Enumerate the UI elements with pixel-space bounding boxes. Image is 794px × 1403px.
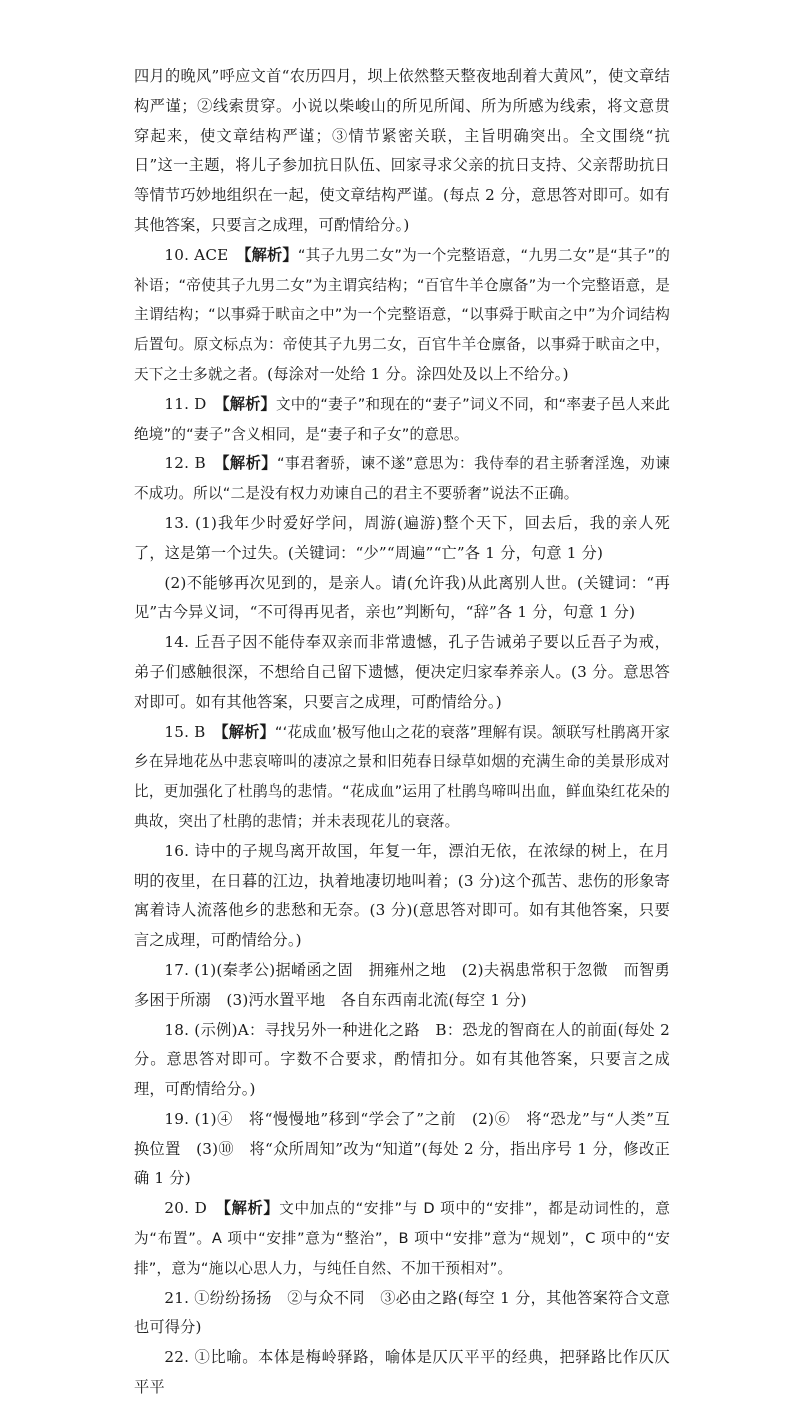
answer-text-text: 17. (1)(秦孝公)据崤函之固 拥雍州之地 (2)夫祸患常积于忽微 而智勇多困于所溺 (3)沔水置平地 各自东西南北流(每空 1 分) bbox=[134, 960, 670, 1009]
answer-paragraph-q19 bbox=[134, 1105, 670, 1194]
answer-paragraph-q12 bbox=[134, 449, 670, 509]
answer-expl-text: “其子九男二女”为一个完整语意，“九男二女”是“其子”的补语；“帝使其子九男二女”为主谓宾结构；“百官牛羊仓廪备”为一个完整语意，是主谓结构；“以事舜于畎亩之中”为一个完整语意，“以事舜于畎亩之中”为介词结构后置句。原文标点为：帝使其子九男二女，百官牛羊仓廪备，以事舜于畎亩之中，天下之士多就之者。 bbox=[134, 246, 671, 383]
answer-text-text: 13. (1)我年少时爱好学问，周游(遍游)整个天下，回去后，我的亲人死了，这是第一个过失。(关键词：“少”“周遍”“亡”各 1 分，句意 1 分) bbox=[134, 513, 670, 562]
answer-num-text: 11. D bbox=[164, 394, 222, 413]
answer-tag-text: 【解析】 bbox=[221, 454, 277, 473]
answer-paragraph-q18 bbox=[134, 1016, 670, 1105]
answer-paragraph-q22 bbox=[134, 1343, 670, 1403]
answer-text-text: 18. (示例)A：寻找另外一种进化之路 B：恐龙的智商在人的前面(每处 2 分。意思答对即可。字数不合要求，酌情扣分。如有其他答案，只要言之成理，可酌情给分。) bbox=[134, 1020, 670, 1099]
answer-text-text: (2)不能够再次见到的，是亲人。请(允许我)从此离别人世。(关键词：“再见”古今异义词，“不可得再见者，亲也”判断句，“辞”各 1 分，句意 1 分) bbox=[134, 573, 670, 622]
answer-paragraph-l1 bbox=[134, 62, 670, 241]
answer-tag-text: 【解析】 bbox=[243, 245, 298, 264]
answer-num-text: 12. B bbox=[164, 454, 222, 473]
answer-text-text: 14. 丘吾子因不能侍奉双亲而非常遗憾，孔子告诫弟子要以丘吾子为戒，弟子们感触很深，不想给自己留下遗憾，便决定归家奉养亲人。(3 分。意思答对即可。如有其他答案，只要言之成理，可酌情给分。) bbox=[134, 633, 670, 711]
answer-paragraph-q15 bbox=[134, 718, 670, 837]
answer-expl-text: “事君奢骄，谏不遂”意思为：我侍奉的君主骄奢淫逸，劝谏不成功。所以“二是没有权力劝谏自己的君主不要骄奢”说法不正确。 bbox=[134, 455, 671, 503]
answer-text-text: 21. ①纷纷扬扬 ②与众不同 ③必由之路(每空 1 分，其他答案符合文意也可得分) bbox=[134, 1288, 670, 1337]
answer-text-text: 四月的晚风”呼应文首“农历四月，坝上依然整天整夜地刮着大黄风”，使文章结构严谨；②线索贯穿。小说以柴峻山的所见所闻、所为所感为线索，将文意贯穿起来，使文章结构严谨；③情节紧密关联，主旨明确突出。全文围绕“抗日”这一主题，将儿子参加抗日队伍、回家寻求父亲的抗日支持、父亲帮助抗日等情节巧妙地组织在一起，使文章结构严谨。(每点 2 分，意思答对即可。如有其他答案，只要言之成理，可酌情给分。) bbox=[134, 67, 670, 234]
answer-tag-text: 【解析】 bbox=[220, 722, 275, 741]
answer-expl-text: 文中加点的“安排”与 D 项中的“安排”，都是动词性的，意为“布置”。A 项中“安排”意为“整治”，B 项中“安排”意为“规划”，C 项中的“安排”，意为“施以心思人力，与纯任自然、不加干预相对”。 bbox=[134, 1200, 670, 1277]
answer-num-text: 15. B bbox=[164, 722, 221, 741]
answer-paragraph-q16 bbox=[134, 837, 670, 956]
answer-paragraph-q13b bbox=[134, 569, 670, 629]
answer-paragraph-q20 bbox=[134, 1194, 670, 1283]
answer-paragraph-q17 bbox=[134, 956, 670, 1016]
answer-expl-text: 文中的“妻子”和现在的“妻子”词义不同，和“率妻子邑人来此绝境”的“妻子”含义相同，是“妻子和子女”的意思。 bbox=[134, 395, 671, 443]
answer-text-text: (每涂对一处给 1 分。涂四处及以上不给分。) bbox=[267, 364, 569, 383]
answer-text-text: 19. (1)④ 将“慢慢地”移到“学会了”之前 (2)⑥ 将“恐龙”与“人类”互换位置 (3)⑩ 将“众所周知”改为“知道”(每处 2 分，指出序号 1 分，修改正确 1 分) bbox=[134, 1109, 670, 1188]
answer-paragraph-q13a bbox=[134, 509, 670, 569]
answer-paragraph-q21 bbox=[134, 1284, 670, 1344]
answer-paragraph-q10 bbox=[134, 241, 670, 390]
answer-key-content bbox=[134, 62, 670, 1403]
answer-tag-text: 【解析】 bbox=[223, 1199, 280, 1218]
answer-paragraph-q11 bbox=[134, 390, 670, 450]
answer-paragraph-q14 bbox=[134, 628, 670, 717]
answer-num-text: 10. ACE bbox=[164, 245, 244, 264]
answer-num-text: 20. D bbox=[164, 1199, 224, 1218]
answer-tag-text: 【解析】 bbox=[221, 394, 276, 413]
answer-text-text: 16. 诗中的子规鸟离开故国，年复一年，漂泊无依，在浓绿的树上，在月明的夜里，在日暮的江边，执着地凄切地叫着；(3 分)这个孤苦、悲伤的形象寄寓着诗人流落他乡的悲愁和无奈。(3 分)(意思答对即可。如有其他答案，只要言之成理，可酌情给分。) bbox=[134, 841, 670, 950]
answer-text-text: 22. ①比喻。本体是梅岭驿路，喻体是仄仄平平的经典，把驿路比作仄仄平平 bbox=[134, 1348, 670, 1397]
answer-expl-text: “‘花成血’极写他山之花的衰落”理解有误。颔联写杜鹃离开家乡在异地花丛中悲哀啼叫的凄凉之景和旧苑春日绿草如烟的充满生命的美景形成对比，更加强化了杜鹃鸟的悲情。“花成血”运用了杜鹃鸟啼叫出血，鲜血染红花朵的典故，突出了杜鹃的悲情；并未表现花儿的衰落。 bbox=[134, 723, 671, 830]
